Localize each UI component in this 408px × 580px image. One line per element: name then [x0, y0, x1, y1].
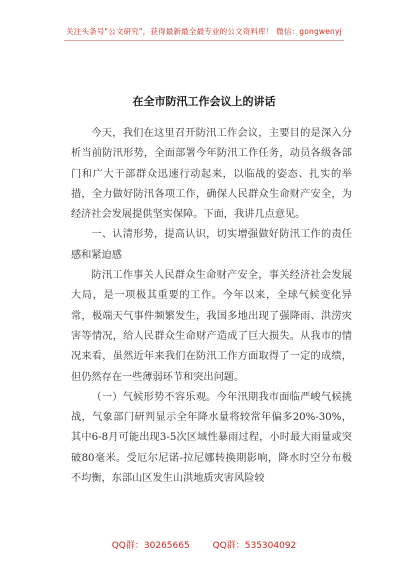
footer-contact	[0, 538, 408, 551]
header-banner: 关注头条号"公文研究"，获得最新最全最专业的公文资料库！ 微信：gongwenyj	[66, 27, 342, 36]
document-title: 在全市防汛工作会议上的讲话	[132, 95, 276, 108]
header-divider	[64, 40, 344, 41]
section-heading-1: 一、认清形势，提高认识，切实增强做好防汛工作的责任感和紧迫感	[71, 229, 352, 261]
paragraph-intro: 今天，我们在这里召开防汛工作会议，主要目的是深入分析当前防汛形势，全面部署今年防汛工作任务，动员各级各部门和广大干部群众迅速行动起来，以临战的姿态、扎实的举措，全力做好防汛各项工作，确保人民群众生命财产安全，为经济社会发展提供坚实保障。下面，我讲几点意见。	[71, 128, 352, 221]
document-body	[71, 124, 352, 489]
paragraph-section-1: 防汛工作事关人民群众生命财产安全，事关经济社会发展大局，是一项极其重要的工作。今年以来，全球气候变化异常，极端天气事件频繁发生，我国多地出现了强降雨、洪涝灾害等情况，给人民群众生命财产造成了巨大损失。从我市的情况来看，虽然近年来我们在防汛工作方面取得了一定的成绩，但仍然存在一些薄弱环节和突出问题。	[71, 270, 352, 383]
footer-qq-group-1: QQ群：30265665	[111, 541, 190, 551]
footer-qq-group-2: QQ群：535304092	[212, 541, 297, 551]
paragraph-subsection-1: （一）气候形势不容乐观。今年汛期我市面临严峻气候挑战，气象部门研判显示全年降水量将较常年偏多20%-30%，其中6-8月可能出现3-5次区域性暴雨过程，小时最大雨量或突破80毫米。受厄尔尼诺-拉尼娜转换期影响，降水时空分布极不均衡，东部山区发生山洪地质灾害风险较	[71, 391, 352, 485]
